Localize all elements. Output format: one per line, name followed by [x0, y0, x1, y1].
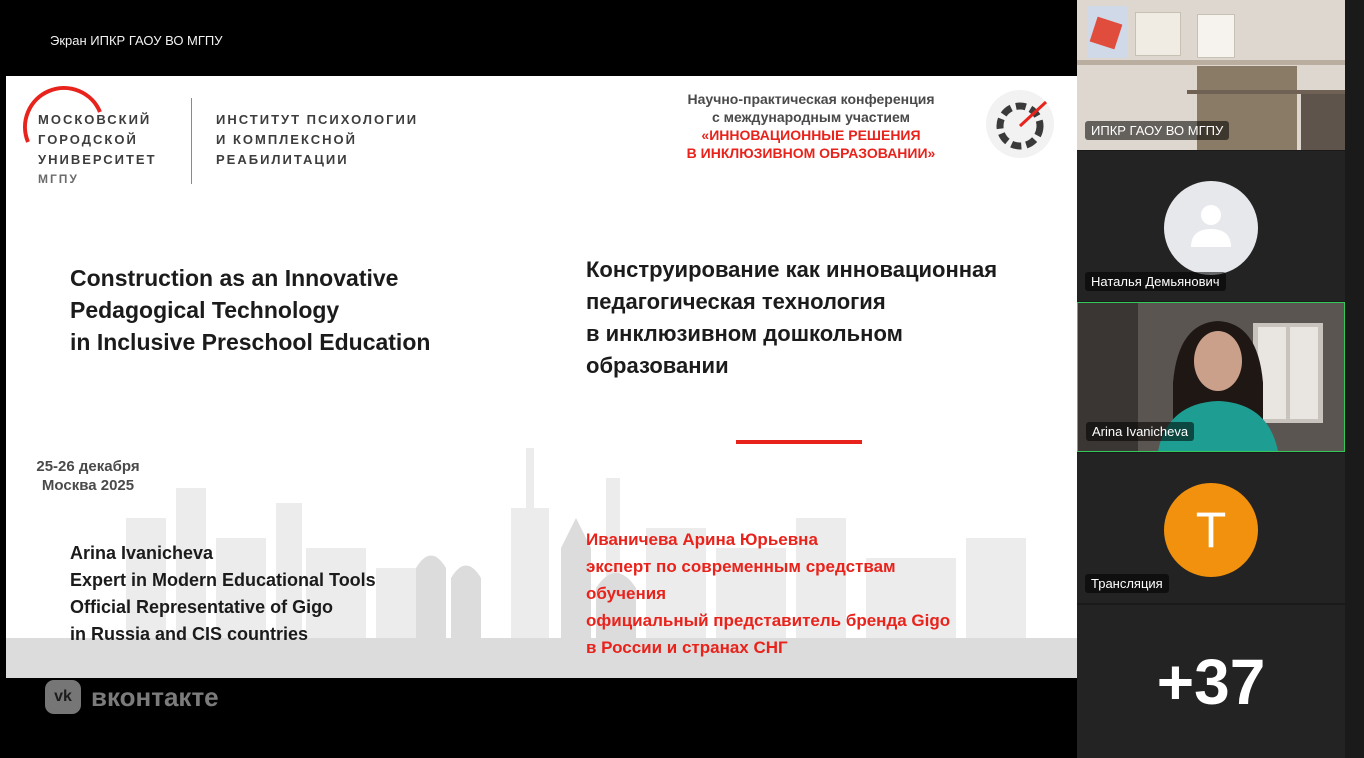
- title-line: in Inclusive Preschool Education: [70, 329, 431, 355]
- title-line: Pedagogical Technology: [70, 297, 340, 323]
- speaker-line: эксперт по современным средствам: [586, 557, 896, 576]
- avatar: T: [1164, 483, 1258, 577]
- speaker-line: официальный представитель бренда Gigo: [586, 611, 951, 630]
- video-frame-shelf: [1077, 60, 1345, 65]
- logo-divider: [191, 98, 192, 184]
- title-line: образовании: [586, 353, 729, 378]
- participant-name: Трансляция: [1085, 574, 1169, 593]
- more-participants-count: +37: [1156, 646, 1266, 718]
- screen-share-label: Экран ИПКР ГАОУ ВО МГПУ: [50, 33, 223, 48]
- speaker-line: in Russia and CIS countries: [70, 624, 309, 644]
- participant-name: ИПКР ГАОУ ВО МГПУ: [1085, 121, 1229, 140]
- mgpu-logo-line: УНИВЕРСИТЕТ: [38, 152, 157, 167]
- institute-name-line: РЕАБИЛИТАЦИИ: [216, 152, 349, 167]
- video-frame-chair: [1301, 94, 1345, 150]
- vk-watermark: [45, 680, 219, 714]
- user-silhouette-icon: [1191, 203, 1231, 249]
- conference-line: с международным участием: [711, 109, 911, 125]
- speaker-line: Иваничева Арина Юрьевна: [586, 530, 818, 549]
- mgpu-logo-abbreviation: МГПУ: [38, 172, 79, 186]
- title-line: Конструирование как инновационная: [586, 257, 998, 282]
- speaker-line: в России и странах СНГ: [586, 638, 788, 657]
- video-frame-book: [1135, 12, 1181, 56]
- participant-tile[interactable]: [1077, 453, 1345, 603]
- speaker-line: Expert in Modern Educational Tools: [70, 570, 376, 590]
- speaker-line: Official Representative of Gigo: [70, 597, 334, 617]
- conference-line: «ИННОВАЦИОННЫЕ РЕШЕНИЯ: [701, 127, 921, 143]
- speaker-line: Arina Ivanicheva: [70, 543, 214, 563]
- institute-name: [216, 110, 418, 170]
- title-line: в инклюзивном дошкольном: [586, 321, 903, 346]
- conference-date: [18, 457, 158, 495]
- video-frame-book: [1197, 14, 1235, 58]
- video-frame-book: [1087, 6, 1127, 58]
- avatar: [1164, 181, 1258, 275]
- conference-line: Научно-практическая конференция: [687, 91, 935, 107]
- mgpu-logo-line: ГОРОДСКОЙ: [38, 132, 138, 147]
- participant-name: Наталья Демьянович: [1085, 272, 1226, 291]
- title-line: педагогическая технология: [586, 289, 886, 314]
- participant-tile-active-speaker[interactable]: [1078, 303, 1344, 451]
- date-line: Москва 2025: [41, 477, 135, 494]
- mgpu-logo-line: МОСКОВСКИЙ: [38, 112, 152, 127]
- conference-title: [646, 90, 976, 162]
- mgpu-logo: [18, 82, 208, 192]
- vk-watermark-text: вконтакте: [91, 681, 219, 712]
- presentation-slide: [6, 76, 1077, 678]
- speaker-info-english: [70, 540, 376, 648]
- participant-tile[interactable]: [1077, 151, 1345, 301]
- participant-tile[interactable]: [1077, 0, 1345, 150]
- participant-name: Arina Ivanicheva: [1086, 422, 1194, 441]
- institute-name-line: ИНСТИТУТ ПСИХОЛОГИИ: [216, 112, 419, 127]
- conference-logo-icon: [984, 88, 1056, 160]
- accent-divider: [736, 440, 862, 444]
- speaker-info-russian: [586, 526, 950, 661]
- participants-panel: [1077, 0, 1364, 758]
- slide-title-english: [70, 262, 490, 358]
- speaker-line: обучения: [586, 584, 667, 603]
- title-line: Construction as an Innovative: [70, 265, 399, 291]
- mgpu-logo-text: [38, 110, 157, 170]
- institute-name-line: И КОМПЛЕКСНОЙ: [216, 132, 357, 147]
- slide-title-russian: [586, 254, 1056, 382]
- date-line: 25-26 декабря: [36, 458, 140, 475]
- more-participants-button[interactable]: [1077, 605, 1345, 758]
- conference-line: В ИНКЛЮЗИВНОМ ОБРАЗОВАНИИ»: [686, 145, 936, 161]
- vk-logo-icon: vk: [45, 680, 81, 714]
